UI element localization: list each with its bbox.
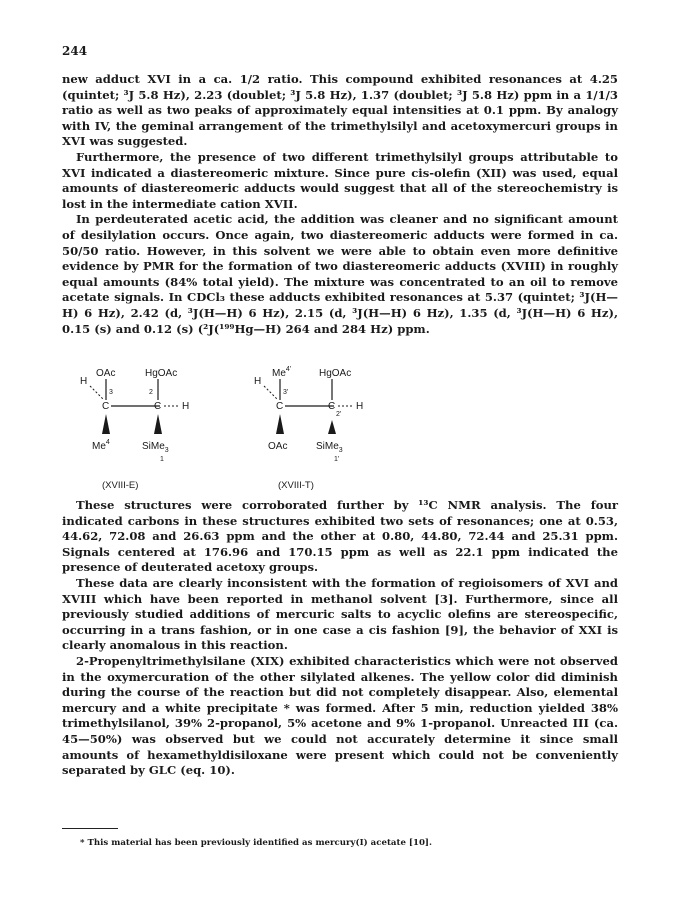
hydrogen-label: H bbox=[80, 376, 88, 387]
structure-erythro bbox=[80, 368, 189, 491]
methyl-label: Me$^4$ bbox=[92, 439, 110, 452]
structure-threo bbox=[254, 366, 363, 491]
paragraph: new adduct XVI in a ca. 1/2 ratio. This compound exhibited resonances at 4.25 (quintet; ³J 5.8 Hz), 2.23 (doublet; ³J 5.8 Hz), 1.37 (doublet; ³J 5.8 Hz) ppm in a 1/1/3 ratio as well as two peaks of approximately equal intensities at 0.1 ppm. By analogy with IV, the geminal arrangement of the trimethylsilyl and acetoxymercuri groups in XVI was suggested. bbox=[62, 72, 618, 149]
acetoxymercuri-label: HgOAc bbox=[145, 368, 178, 379]
carbon-label: C bbox=[276, 401, 284, 412]
carbon-number: 3' bbox=[283, 389, 289, 396]
carbon-label: C bbox=[102, 401, 110, 412]
carbon-label: C bbox=[328, 401, 336, 412]
carbon-number: 1 bbox=[160, 456, 164, 463]
carbon-number: 3 bbox=[109, 389, 113, 396]
page-number: 244 bbox=[62, 44, 88, 58]
body-text-top bbox=[62, 72, 618, 337]
acetoxy-label: OAc bbox=[268, 441, 288, 452]
methyl-label: $Me^{4'}$ bbox=[272, 366, 292, 379]
carbon-number: 2 bbox=[149, 389, 153, 396]
trimethylsilyl-label: SiMe$_3$ bbox=[316, 441, 343, 454]
paragraph: These structures were corroborated further by ¹³C NMR analysis. The four indicated carbons in these structures exhibited two sets of resonances; one at 0.53, 44.62, 72.08 and 26.63 ppm and the other at 0.80, 44.80, 72.44 and 25.31 ppm. Signals centered at 176.96 and 170.15 ppm as well as 22.1 ppm indicated the presence of deuterated acetoxy groups. bbox=[62, 498, 618, 575]
trimethylsilyl-label: SiMe$_3$ bbox=[142, 441, 169, 454]
structure-figure bbox=[80, 364, 410, 496]
paragraph: 2-Propenyltrimethylsilane (XIX) exhibited characteristics which were not observed in the oxymercuration of the other silylated alkenes. The yellow color did diminish during the course of the reaction but did not completely disappear. Also, elemental mercury and a white precipitate * was formed. After 5 min, reduction yielded 38% trimethylsilanol, 39% 2-propanol, 5% acetone and 9% 1-propanol. Unreacted III (ca. 45—50%) was observed but we could not accurately determine it since small amounts of hexamethyldisiloxane were present which could not be conveniently separated by GLC (eq. 10). bbox=[62, 653, 618, 778]
carbon-number: 2' bbox=[336, 411, 342, 418]
footnote: * This material has been previously identified as mercury(I) acetate [10]. bbox=[80, 838, 432, 848]
structure-label-threo: (XVIII-T) bbox=[278, 480, 314, 491]
hydrogen-label: H bbox=[356, 401, 364, 412]
hydrogen-label: H bbox=[182, 401, 190, 412]
paragraph: In perdeuterated acetic acid, the addition was cleaner and no significant amount of desilylation occurs. Once again, two diastereomeric adducts were formed in ca. 50/50 ratio. However, in this solvent we were able to obtain even more definitive evidence by PMR for the formation of two diastereomeric adducts (XVIII) in roughly equal amounts (84% total yield). The mixture was concentrated to an oil to remove acetate signals. In CDCl₃ these adducts exhibited resonances at 5.37 (quintet; ³J(H—H) 6 Hz), 2.42 (d, ³J(H—H) 6 Hz), 2.15 (d, ³J(H—H) 6 Hz), 1.35 (d, ³J(H—H) 6 Hz), 0.15 (s) and 0.12 (s) (²J(¹⁹⁹Hg—H) 264 and 284 Hz) ppm. bbox=[62, 212, 618, 336]
body-text-bottom bbox=[62, 498, 618, 779]
acetoxy-label: OAc bbox=[96, 368, 116, 379]
paragraph: These data are clearly inconsistent with the formation of regioisomers of XVI and XVIII which have been reported in methanol solvent [3]. Furthermore, since all previously studied additions of mercuric salts to acyclic olefins are stereospecific, occurring in a trans fashion, or in one case a cis fashion [9], the behavior of XXI is clearly anomalous in this reaction. bbox=[62, 575, 618, 653]
hydrogen-label: H bbox=[254, 376, 262, 387]
carbon-label: C bbox=[154, 401, 162, 412]
footnote-rule bbox=[62, 828, 118, 829]
carbon-number: 1' bbox=[334, 456, 340, 463]
acetoxymercuri-label: HgOAc bbox=[319, 368, 352, 379]
paragraph: Furthermore, the presence of two different trimethylsilyl groups attributable to XVI indicated a diastereomeric mixture. Since pure cis-olefin (XII) was used, equal amounts of diastereomeric adducts would suggest that all of the stereochemistry is lost in the intermediate cation XVII. bbox=[62, 149, 618, 211]
structure-label-erythro: (XVIII-E) bbox=[102, 480, 139, 491]
